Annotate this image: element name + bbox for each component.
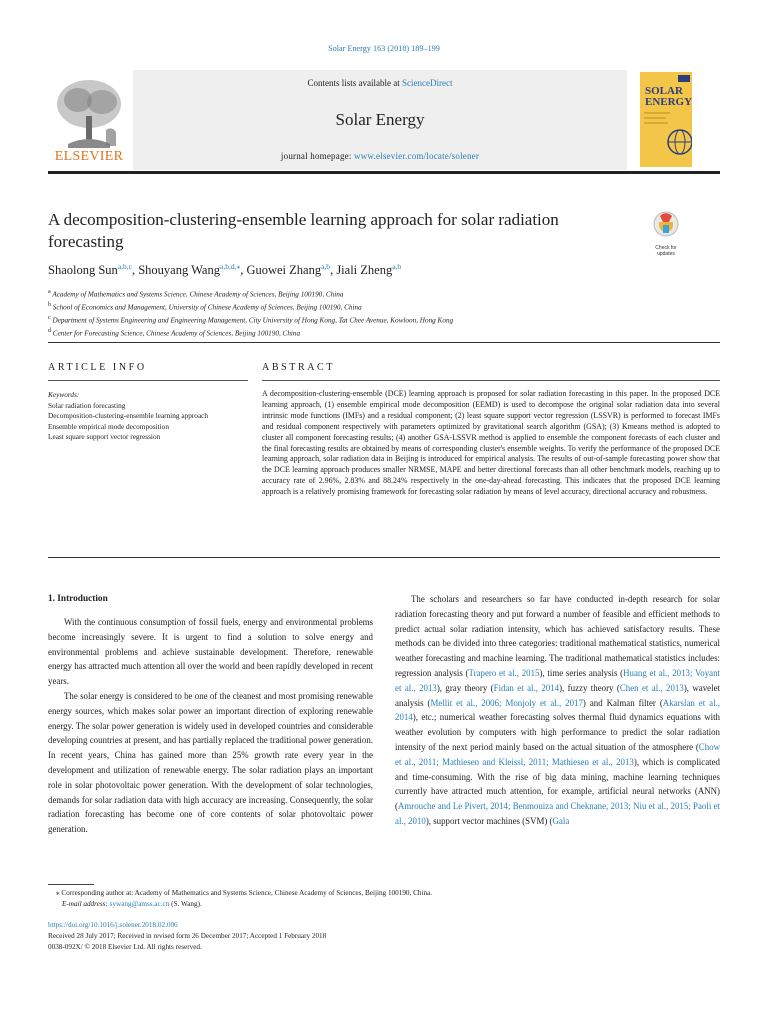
citation-link[interactable]: Fidan et al., 2014 xyxy=(493,682,560,693)
article-info-heading: ARTICLE INFO xyxy=(48,362,147,373)
body-text-segment: ) and Kalman filter ( xyxy=(582,697,663,708)
affiliation-item: $^d$ Center for Forecasting Science, Chinese Academy of Sciences, Beijing 100190, China xyxy=(48,327,301,338)
crossmark-icon xyxy=(646,210,686,240)
affiliation-item: $^c$ Department of Systems Engineering and Engineering Management, City University of Hong Kong, Tat Chee Avenue, Kowloon, Hong Kong xyxy=(48,314,454,325)
homepage-link[interactable]: www.elsevier.com/locate/solener xyxy=(354,151,480,161)
copyright-line: 0038-092X/ © 2018 Elsevier Ltd. All rights reserved. xyxy=(48,943,202,951)
email-line xyxy=(48,899,720,910)
article-info-rule xyxy=(48,380,248,381)
citation-link[interactable]: Chen et al., 2013 xyxy=(619,682,684,693)
author[interactable]: Jiali Zheng$^{a,b}$ xyxy=(336,262,402,278)
citation-link[interactable]: Amrouche and Le Pivert, 2014; Benmouiza and Cheknane, 2013; Niu et al., 2015; Paoli et al., 2010 xyxy=(395,801,720,826)
citation-link[interactable]: Chow et al., 2011; Mathiesen and Kleissl, 2011; Mathiesen et al., 2013 xyxy=(395,741,720,767)
email-suffix: (S. Wang). xyxy=(169,900,202,908)
elsevier-wordmark: ELSEVIER xyxy=(54,149,124,164)
abstract-rule xyxy=(262,380,720,381)
contents-prefix: Contents lists available at xyxy=(307,78,402,88)
author-list: Shaolong Sun$^{a,b,c}$, Shouyang Wang$^{a,b,d,⁎}$, Guowei Zhang$^{a,b}$, Jiali Zheng$^{a,b}$ xyxy=(48,262,402,278)
body-text-segment: ), gray theory ( xyxy=(436,682,494,693)
section-rule xyxy=(48,557,720,558)
citation-link[interactable]: Trapero et al., 2015 xyxy=(468,667,540,678)
affiliation-item: $^b$ School of Economics and Management, University of Chinese Academy of Sciences, Beijing 100190, China xyxy=(48,301,362,312)
author[interactable]: Shaolong Sun$^{a,b,c}$ xyxy=(48,262,132,278)
journal-name: Solar Energy xyxy=(335,110,425,129)
citation-link[interactable]: Gala xyxy=(552,815,570,826)
author[interactable]: Guowei Zhang$^{a,b}$ xyxy=(246,262,331,278)
journal-citation[interactable]: Solar Energy 163 (2018) 189–199 xyxy=(328,44,440,53)
affiliation-item: $^a$ Academy of Mathematics and Systems Science, Chinese Academy of Sciences, Beijing 100190, China xyxy=(48,289,344,299)
cover-title-line1: SOLAR xyxy=(645,85,683,97)
article-title: A decomposition-clustering-ensemble learning approach for solar radiation forecasting xyxy=(48,210,559,251)
keyword-item: Ensemble empirical mode decomposition xyxy=(48,421,169,431)
body-paragraph: With the continuous consumption of fossil fuels, energy and environmental problems become increasingly severe. It is urgent to find a solution to solve energy and environmental problems and achieve sustainable development. Therefore, renewable energy has attracted much attention all over the world and been rapidly developed in recent years. xyxy=(48,617,373,687)
body-text-segment: The scholars and researchers so far have conducted in-depth research for solar radiation forecasting theory and put forward a number of feasible and efficient methods to predict actual solar radiation intensity, which has achieved satisfactory results. These methods can be divided into three categories: traditional mathematical statistics, numerical weather forecasting and machine learning. The traditional mathematical statistics includes: regression analysis ( xyxy=(395,594,720,678)
abstract-heading: ABSTRACT xyxy=(262,362,336,373)
body-text-segment: ), etc.; numerical weather forecasting solves thermal fluid dynamics equations with weather evolution by computers with high performance to predict the solar radiation intensity of the next period mainly based on the actual situation of the atmosphere ( xyxy=(395,712,720,752)
homepage-prefix: journal homepage: xyxy=(280,151,354,161)
body-text-segment: ), which is complicated and time-consuming. With the rise of big data mining, machine learning techniques currently have attracted much attention, for example, artificial neural networks (ANN) ( xyxy=(395,756,720,812)
crossmark-badge[interactable] xyxy=(646,210,686,257)
body-column-left xyxy=(48,615,373,837)
keywords-block xyxy=(48,390,248,443)
keyword-item: Solar radiation forecasting xyxy=(48,400,126,410)
email-label: E-mail address: xyxy=(62,900,110,908)
body-text-segment: ), time series analysis ( xyxy=(539,667,624,678)
body-column-right xyxy=(395,592,720,829)
keywords-label: Keywords: xyxy=(48,390,80,399)
article-metadata xyxy=(48,920,326,953)
body-text-segment: ), support vector machines (SVM) ( xyxy=(425,815,553,826)
cover-title-line2: ENERGY xyxy=(645,96,693,108)
introduction-heading: 1. Introduction xyxy=(48,594,108,604)
citation-link[interactable]: Mellit et al., 2006; Monjoly et al., 2017 xyxy=(430,697,583,708)
keyword-item: Least square support vector regression xyxy=(48,432,161,442)
body-paragraph xyxy=(395,592,720,829)
keyword-item: Decomposition-clustering-ensemble learning approach xyxy=(48,411,209,421)
body-text-segment: ), fuzzy theory ( xyxy=(559,682,620,693)
author[interactable]: Shouyang Wang$^{a,b,d,⁎}$ xyxy=(138,262,241,278)
doi-link[interactable]: https://doi.org/10.1016/j.solener.2018.02.006 xyxy=(48,921,178,929)
corresponding-author-footnote xyxy=(48,888,720,910)
affiliation-list xyxy=(48,287,453,339)
sciencedirect-link[interactable]: ScienceDirect xyxy=(402,78,453,88)
citation-link[interactable]: Huang et al., 2013; Voyant et al., 2013 xyxy=(395,667,721,693)
body-paragraph: The solar energy is considered to be one of the cleanest and most promising renewable energy sources, which makes solar power an important direction of exploring renewable energy. The solar power generation is widely used in developed countries and considerable developing countries at present, and has partially replaced the traditional power generation. In recent years, China has gained more than 25% growth rate every year in the development and utilization of renewable energy. The solar radiation plays an important role in solar photovoltaic power generation. With the development of solar technologies, demands for solar radiation data with high accuracy are increasing. Consequently, the solar radiation forecasting has become one of core contents of solar photovoltaic power generation. xyxy=(48,690,373,835)
abstract-text: A decomposition-clustering-ensemble (DCE) learning approach is proposed for solar radiation forecasting in this paper. In the proposed DCE learning approach, (1) ensemble empirical mode decomposition (EEMD) is used to decompose the original solar radiation data into several intrinsic mode functions (IMFs) and a residual component; (2) least square support vector regression (LSSVR) is performed to forecast IMFs and residual component respectively with parameters optimized by gravitational search algorithm (GSA); (3) Kmeans method is adopted to cluster all component forecasting results; (4) another GSA-LSSVR method is applied to ensemble the component forecasts of each cluster and the final forecasting results are obtained by means of corresponding cluster's ensemble weights. To verify the performance of the proposed DCE learning approach, solar radiation data in Beijing is introduced for empirical analysis. The results of out-of-sample forecasting power show that the DCE learning approach produces smaller NRMSE, MAPE and better directional forecasts than all other benchmark models, reaching up to accuracy rate of 2.96%, 2.83% and 88.24% respectively in the one-day-ahead forecasting. This indicates that the proposed DCE learning approach is a relatively promising framework for forecasting solar radiation by means of level accuracy, directional accuracy and robustness. xyxy=(262,389,720,497)
journal-homepage-line xyxy=(133,151,627,161)
crossmark-label: Check for updates xyxy=(655,245,677,257)
footnote-rule xyxy=(48,884,94,885)
received-dates: Received 28 July 2017; Received in revised form 26 December 2017; Accepted 1 February 2018 xyxy=(48,932,327,940)
contents-available-line xyxy=(133,78,627,88)
body-text-segment: ), wavelet analysis ( xyxy=(395,682,720,708)
cover-title xyxy=(645,86,692,108)
section-rule xyxy=(48,342,720,343)
email-link[interactable]: sywang@amss.ac.cn xyxy=(109,900,170,908)
corresponding-note: ⁎ Corresponding author at: Academy of Mathematics and Systems Science, Chinese Academy of Sciences, Beijing 100190, China. xyxy=(56,889,433,897)
citation-link[interactable]: Akarslan et al., 2014 xyxy=(395,697,720,723)
header-rule xyxy=(48,171,720,174)
